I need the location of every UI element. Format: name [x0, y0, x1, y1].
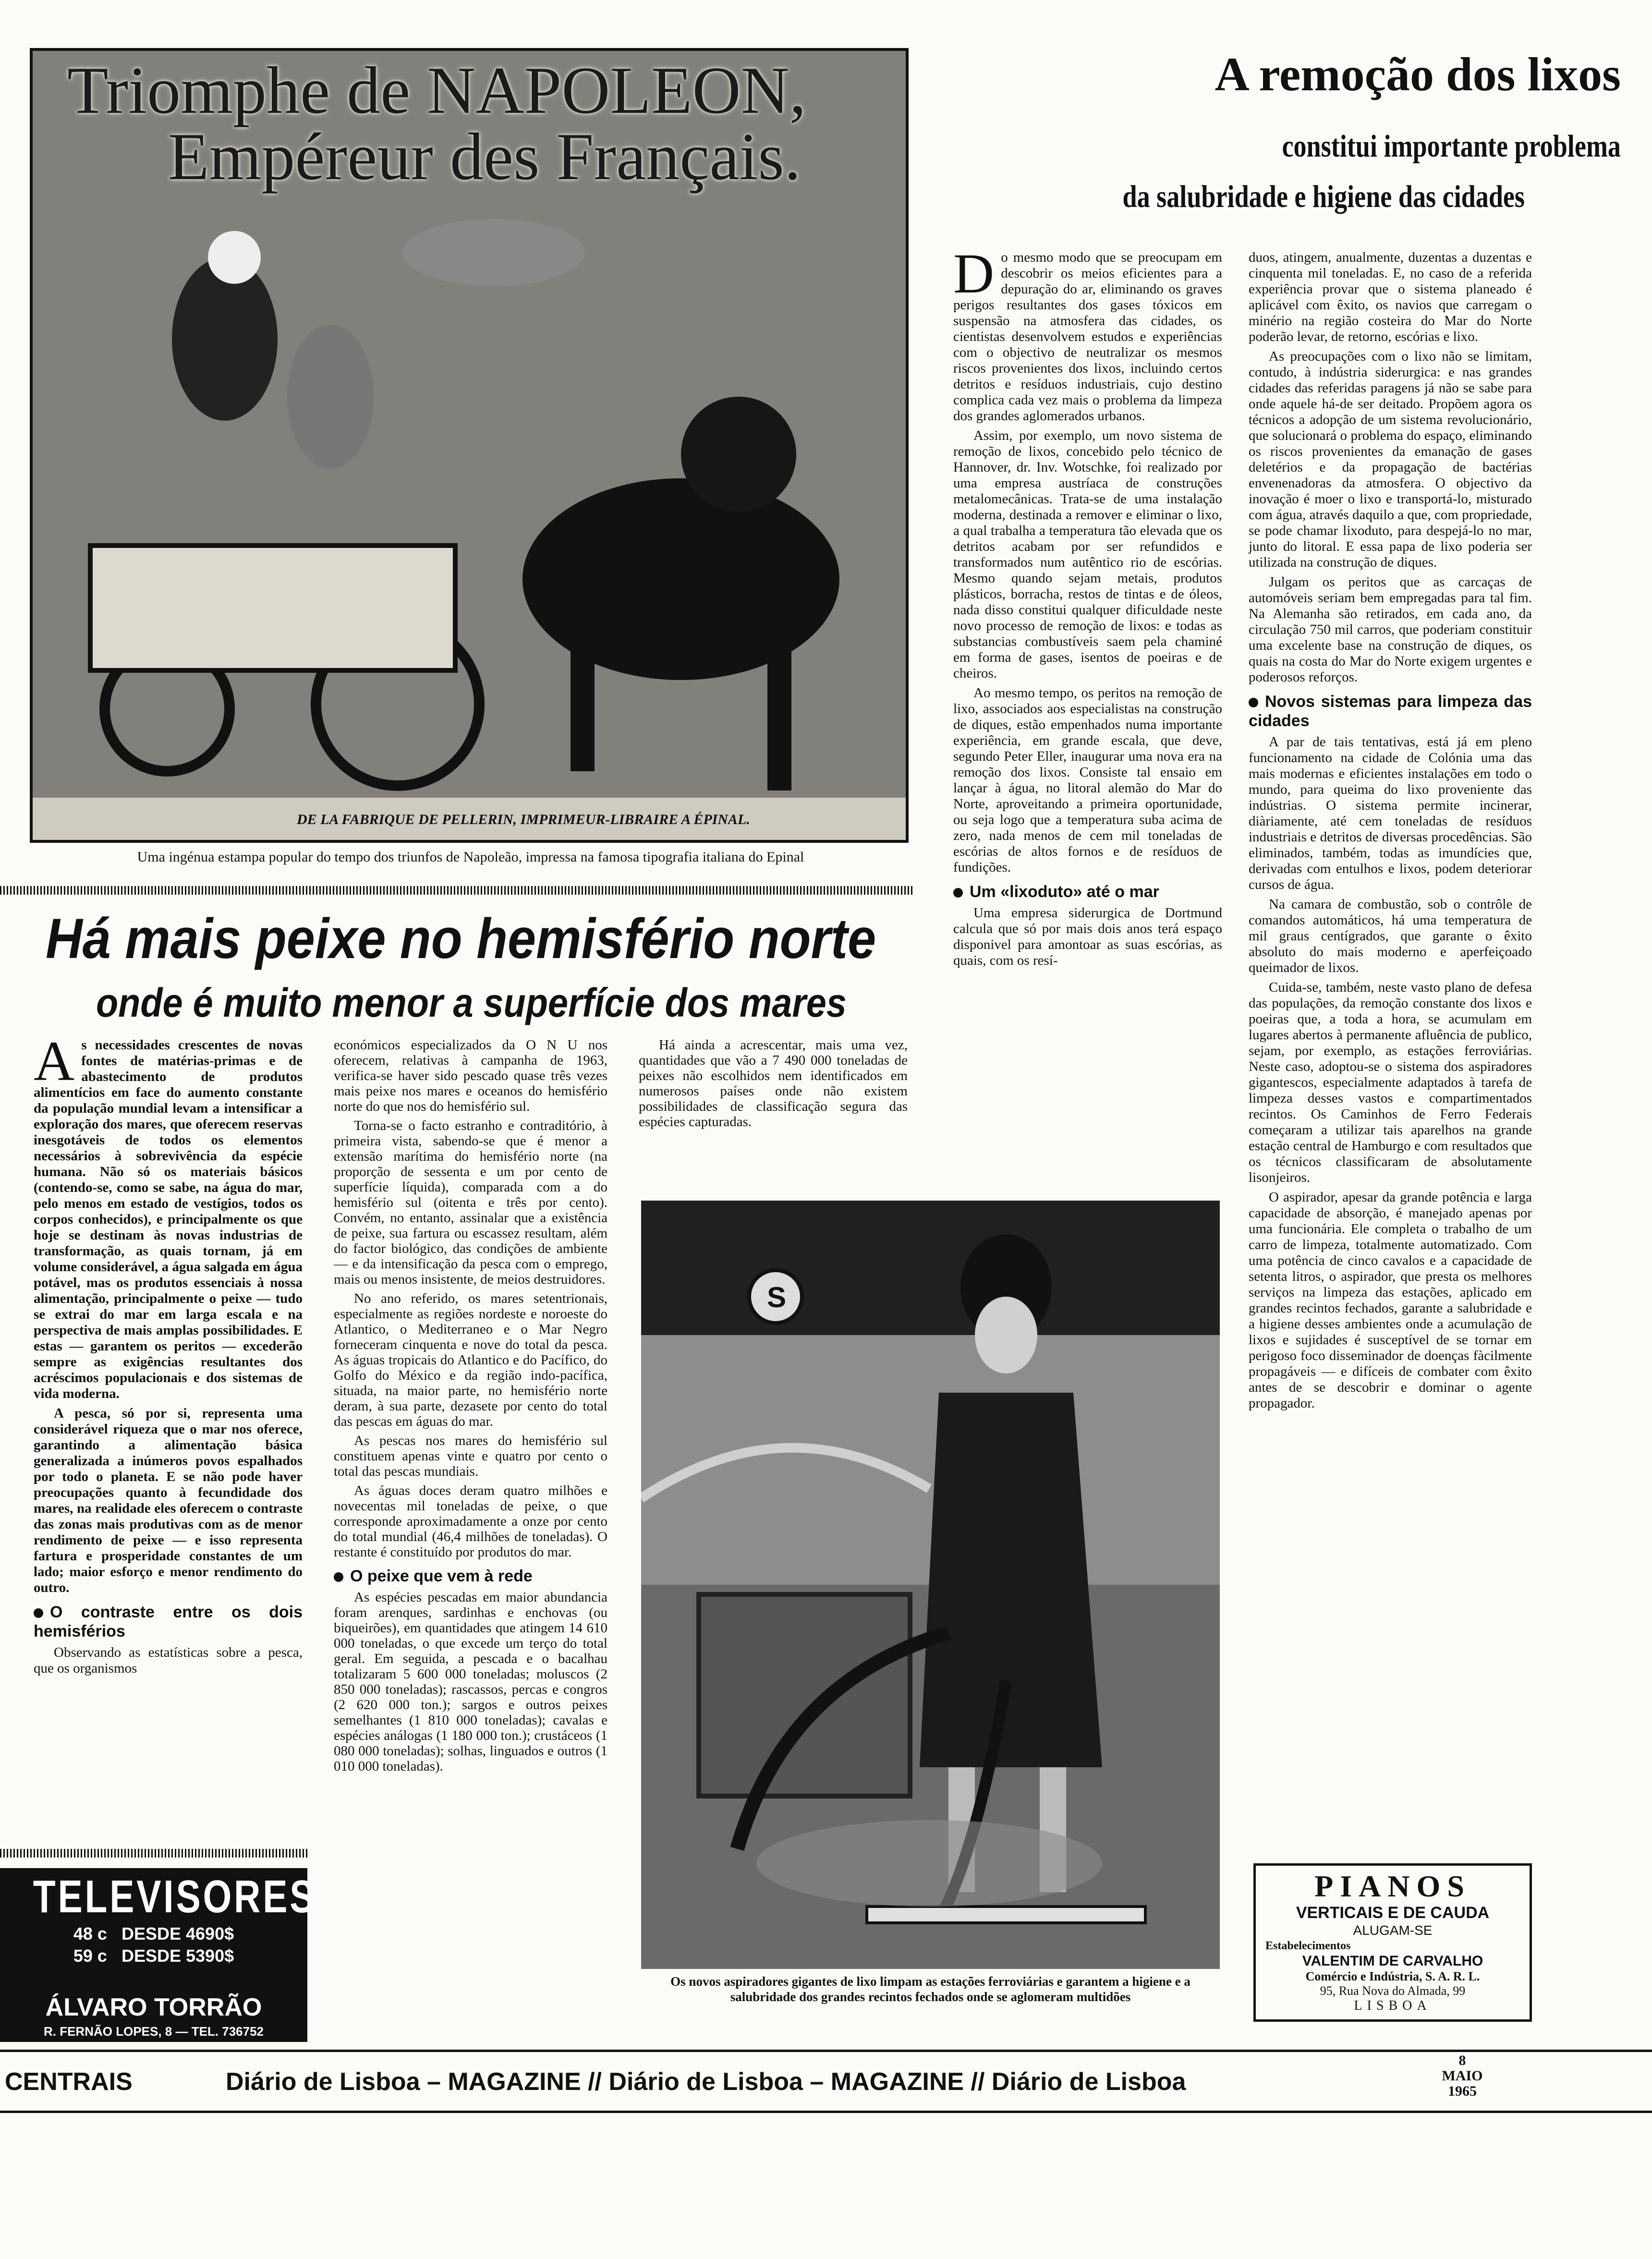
bullet-dot-icon	[953, 888, 963, 898]
peixe-drop-cap: A	[34, 1030, 75, 1093]
lixos-paragraph: O aspirador, apesar da grande potência e larga capacidade de absorção, é manejado apenas por uma funcionária. Ele completa o trabalho de um carro de limpeza, totalmente automatizado. Com uma potência de cinco cavalos e a capacidade de setenta litros, o aspirador, que presta os melhores serviços na limpeza das estações, aplicado em grandes recintos fechados, garante a salubridade e a higiene desses ambientes onde a acumulação de lixos e sujidades é susceptível de se tornar em perigoso foco disseminador de doenças fàcilmente propagáveis — e difíceis de combater com êxito antes de se descobrir e dominar o agente propagador.	[1249, 1190, 1532, 1411]
footer-masthead: Diário de Lisboa – MAGAZINE // Diário de Lisboa – MAGAZINE // Diário de Lisboa	[226, 2068, 1186, 2096]
lixos-paragraph: Na camara de combustão, sob o contrôle de comandos automáticos, há uma temperatura de mil graus centígrados, que garante o êxito absoluto do mais moderno e aperfeiçoado queimador de lixos.	[1249, 897, 1532, 975]
lixos-paragraph: o mesmo modo que se preocupam em descobrir os meios eficientes para a depuração do ar, eliminando os graves perigos resultantes dos gases tóxicos em suspensão na atmosfera das cidades, os cientistas desenvolvem estudos e experiências com o objectivo de neutralizar os mesmos riscos provenientes dos lixos, incluindo certos detritos e resíduos industriais, cujo destino complica cada vez mais o problema da limpeza dos grandes aglomerados urbanos.	[953, 250, 1222, 424]
peixe-paragraph: As pescas nos mares do hemisfério sul constituem apenas vinte e quatro por cento o total das pescas mundiais.	[334, 1433, 607, 1479]
peixe-column-2	[334, 1037, 607, 1778]
televisores-line-48: 48 c DESDE 4690$	[73, 1924, 234, 1943]
pianos-line6: 95, Rua Nova do Almada, 99	[1320, 1984, 1466, 1998]
lixos-subhead-2: da salubridade e higiene das cidades	[1122, 179, 1525, 214]
print-title-line1: Triomphe de NAPOLEON,	[67, 53, 806, 128]
print-title-line2: Empéreur des Français.	[168, 120, 801, 194]
lixos-paragraph: Uma empresa siderurgica de Dortmund calcula que só por mais dois anos terá espaço disponivel para amontoar as suas escórias, as quais, com os resí-	[953, 905, 1222, 968]
lixos-paragraph: Ao mesmo tempo, os peritos na remoção de lixo, associados aos especialistas na construção de diques, estão empenhados numa importante experiência, em grande escala, que deve, segundo Peter Eller, inaugurar uma nova era na remoção dos lixos. Consiste tal ensaio em lançar à água, no litoral alemão do Mar do Norte, aproveitando a primeira oportunidade, ou seja logo que a temperatura suba acima de zero, nada menos de cem mil toneladas de escórias de altos fornos e de resíduos de fundições.	[953, 685, 1222, 875]
peixe-headline: Há mais peixe no hemisfério norte	[46, 907, 876, 971]
lixos-paragraph: duos, atingem, anualmente, duzentas a duzentas e cinquenta mil toneladas. E, no caso de a referida experiência provar que o sistema planeado é aplicável com êxito, os navios que carregam o minério na região costeira do Mar do Norte poderão levar, de retorno, escórias e lixo.	[1249, 250, 1532, 344]
svg-text:S: S	[767, 1281, 787, 1313]
contraste-subheading: O contraste entre os dois hemisférios	[34, 1603, 303, 1640]
peixe-column-1	[34, 1030, 303, 1680]
bullet-dot-icon	[334, 1572, 343, 1582]
peixe-paragraph: As espécies pescadas em maior abundancia foram arenques, sardinhas e enchovas (ou biqueirões), em quantidades que atingem 14 610 000 toneladas, o que excede um terço do total geral. Em seguida, a pescada e o bacalhau totalizaram 5 600 000 toneladas; moluscos (2 850 000 toneladas); rascassos, percas e congros (2 620 000 ton.); sargos e outros peixes semelhantes (1 810 000 toneladas); cavalas e espécies análogas (1 180 000 ton.); crustáceos (1 080 000 toneladas); solhas, linguados e outros (1 010 000 toneladas).	[334, 1590, 607, 1774]
image-footer-text: DE LA FABRIQUE DE PELLERIN, IMPRIMEUR-LIBRAIRE A ÉPINAL.	[297, 812, 750, 827]
peixe-paragraph: As águas doces deram quatro milhões e novecentas mil toneladas de peixe, o que corresponde aproximadamente a onze por cento do total mundial (46,4 milhões de toneladas). O restante é constituído por produtos do mar.	[334, 1483, 607, 1560]
televisores-address: R. FERNÃO LOPES, 8 — TEL. 736752	[0, 2022, 307, 2042]
lixos-column-2	[1249, 250, 1532, 1415]
pianos-title: PIANOS	[1314, 1869, 1471, 1903]
lixos-paragraph: Julgam os peritos que as carcaças de automóveis seriam bem empregadas para tal fim. Na Alemanha são retirados, em cada ano, da circulação 750 mil carros, que poderiam constituir uma excelente base na construção de diques, os quais na costa do Mar do Norte exigem urgentes e poderosos reforços.	[1249, 574, 1532, 685]
peixe-paragraph: económicos especializados da O N U nos oferecem, relativas à campanha de 1963, verifica-se haver sido pescado quase três vezes mais peixe nos mares e oceanos do hemisfério norte do que nos do hemisfério sul.	[334, 1037, 607, 1114]
televisores-line-59: 59 c DESDE 5390$	[73, 1946, 234, 1966]
lixos-column-1	[953, 242, 1222, 972]
footer-top-rule	[0, 2050, 1652, 2052]
vacuum-photo-caption: Os novos aspiradores gigantes de lixo limpam as estações ferroviárias e garantem a higiene e a salubridade dos grandes recintos fechados onde se aglomeram multidões	[670, 1974, 1190, 2004]
peixe-paragraph: No ano referido, os mares setentrionais, especialmente as regiões nordeste e noroeste do Atlantico, o Mediterraneo e o Mar Negro forneceram cinquenta e nove do total da pesca. As águas tropicais do Atlantico e do Pacífico, do Golfo do México e da região indo-pacífica, situada, na maior parte, no hemisfério norte deram, à sua parte, dezasete por cento do total das pescas em águas do mar.	[334, 1291, 607, 1429]
pianos-line1: VERTICAIS E DE CAUDA	[1296, 1904, 1490, 1922]
lixos-drop-cap: D	[953, 242, 995, 305]
footer-date-year: 1965	[1448, 2083, 1477, 2099]
peixe-paragraph: A pesca, só por si, representa uma considerável riqueza que o mar nos oferece, garantindo a alimentação básica generalizada a inúmeros povos espalhados por todo o planeta. E se não pode haver preocupações quanto à fecundidade dos mares, na realidade eles oferecem o contraste das zonas mais produtivas com as de menor rendimento de peixe — e isso representa fartura e prosperidade constantes de um lado; maior esforço e menor rendimento do outro.	[34, 1406, 303, 1595]
footer-date-day: 8	[1458, 2053, 1466, 2068]
peixe-paragraph: Torna-se o facto estranho e contraditório, à primeira vista, sabendo-se que é menor a extensão marítima do hemisfério norte (na proporção de sessenta e um por cento de superfície líquida), comparada com a do hemisfério sul (oitenta e três por cento). Convém, no entanto, assinalar que a existência de peixe, sua fartura ou escassez resultam, além do factor biológico, das condições de ambiente — e da intensificação da pesca com o emprego, mais ou menos insistente, de meios destruidores.	[334, 1118, 607, 1287]
pianos-ad	[1253, 1863, 1532, 2022]
televisores-ad	[0, 1868, 317, 1993]
pianos-line2: ALUGAM-SE	[1353, 1923, 1433, 1938]
footer-section-label: CENTRAIS	[5, 2068, 133, 2096]
lixoduto-subheading: Um «lixoduto» até o mar	[953, 882, 1222, 901]
lixos-paragraph: Assim, por exemplo, um novo sistema de remoção de lixos, concebido pelo técnico de Hannover, dr. Inv. Wotschke, foi realizado por uma empresa austríaca de construções metalomecânicas. Trata-se de uma instalação moderna, destinada a remover e eliminar o lixo, a qual trabalha a temperatura tão elevada que os detritos acabam por ser refundidos e transformados num autêntico rio de escórias. Mesmo quando sejam metais, produtos plásticos, borracha, restos de tintas e de óleos, nada disso constitui qualquer dificuldade neste novo processo de remoção de lixos: e todas as substancias combustíveis saem pela chaminé em forma de gases, isentos de poeiras e de cheiros.	[953, 428, 1222, 681]
pianos-line4: VALENTIM DE CARVALHO	[1302, 1953, 1483, 1969]
vacuum-cleaner-photo	[641, 1201, 1220, 1969]
station-cleaning-scene	[641, 1201, 1220, 1969]
novos-sistemas-subheading: Novos sistemas para limpeza das cidades	[1249, 692, 1532, 730]
lixos-paragraph: A par de tais tentativas, está já em pleno funcionamento na cidade de Colónia uma das mais modernas e eficientes instalações em todo o mundo, para queima do lixo proveniente das indústrias. O sistema permite incinerar, diàriamente, até cem toneladas de resíduos industriais e detritos de diversas procedências. São eliminados, também, todas as imundícies que, derivadas com entulhos e lixos, podem deteriorar cursos de água.	[1249, 734, 1532, 892]
napoleon-caption: Uma ingénua estampa popular do tempo dos triunfos de Napoleão, impressa na famosa tipografia italiana do Epinal	[137, 849, 804, 865]
lixos-subhead-1: constitui importante problema	[1282, 129, 1621, 164]
bullet-dot-icon	[34, 1608, 43, 1618]
peixe-column-3	[639, 1037, 908, 1133]
footer-date	[1431, 2053, 1494, 2099]
napoleon-print-title	[67, 53, 903, 194]
televisores-title: TELEVISORES	[33, 1871, 317, 1922]
footer-date-month: MAIO	[1442, 2068, 1483, 2084]
bullet-dot-icon	[1249, 698, 1258, 707]
lixos-paragraph: Cuida-se, também, neste vasto plano de defesa das populações, da remoção constante dos lixos e poeiras que, a toda a hora, se acumulam em lugares abertos à permanente afluência de publico, sejam, por exemplo, as estações ferroviárias. Neste caso, adoptou-se o sistema dos aspiradores gigantescos, especialmente adaptados à tarefa de limpeza desses vastos e compartimentados recintos. Os Caminhos de Ferro Federais começaram a utilizar tais aparelhos na grande estação central de Hamburgo e com resultados que os técnicos classificaram de absolutamente lisonjeiros.	[1249, 980, 1532, 1185]
lixos-paragraph: As preocupações com o lixo não se limitam, contudo, à indústria siderurgica: e nas grandes cidades das referidas paragens já não se sabe para onde aquele há-de ser deitado. Propõem agora os técnicos a adopção de um sistema revolucionário, que solucionará o problema do espaço, eliminando os riscos provenientes da emanação de gases deletérios e da propagação de bactérias envenenadoras da atmosfera. O objectivo da inovação é moer o lixo e transportá-lo, misturado com água, através daquilo a que, com propriedade, se pode chamar lixoduto, para despejá-lo no mar, junto do litoral. E essa papa de lixo poderia ser utilizada na construção de diques.	[1249, 349, 1532, 570]
televisores-brand: ÁLVARO TORRÃO	[0, 1993, 307, 2022]
footer-bottom-rule	[0, 2111, 1652, 2113]
pianos-line5: Comércio e Indústria, S. A. R. L.	[1305, 1969, 1480, 1983]
peixe-paragraph: Observando as estatísticas sobre a pesca, que os organismos	[34, 1645, 303, 1676]
pianos-line7: LISBOA	[1354, 1998, 1432, 2013]
peixe-subhead: onde é muito menor a superfície dos mares	[96, 980, 847, 1025]
peixe-rede-subheading: O peixe que vem à rede	[334, 1567, 607, 1586]
peixe-paragraph: Há ainda a acrescentar, mais uma vez, quantidades que vão a 7 490 000 toneladas de peixes não escolhidos nem identificados em numerosos países onde não existem possibilidades de classificação segura das espécies capturadas.	[639, 1037, 908, 1130]
rule-divider	[0, 1849, 307, 1858]
pianos-line3: Estabelecimentos	[1265, 1940, 1351, 1952]
lixos-headline: A remoção dos lixos	[1215, 48, 1621, 101]
rule-divider	[0, 886, 912, 895]
peixe-paragraph: s necessidades crescentes de novas fontes de matérias-primas e de abastecimento de produtos alimentícios em face do aumento constante da população mundial levam a intensificar a exploração dos mares, que oferecem reservas inesgotáveis de todos os elementos necessários à sobrevivência da espécie humana. Não só os materiais básicos (contendo-se, como se sabe, na água do mar, pelo menos em estado de vestígios, todos os corpos conhecidos), e principalmente os que hoje se destinam às novas industrias de transformação, as quais tornam, já em volume considerável, a água salgada em água potável, mas os produtos essenciais à nossa alimentação, principalmente o peixe — tudo se extrai do mar em larga escala e na perspectiva de mais amplas possibilidades. E estas — garantem os peritos — excederão sempre as exigências resultantes dos acréscimos populacionais e dos sistemas de vida moderna.	[34, 1037, 303, 1401]
